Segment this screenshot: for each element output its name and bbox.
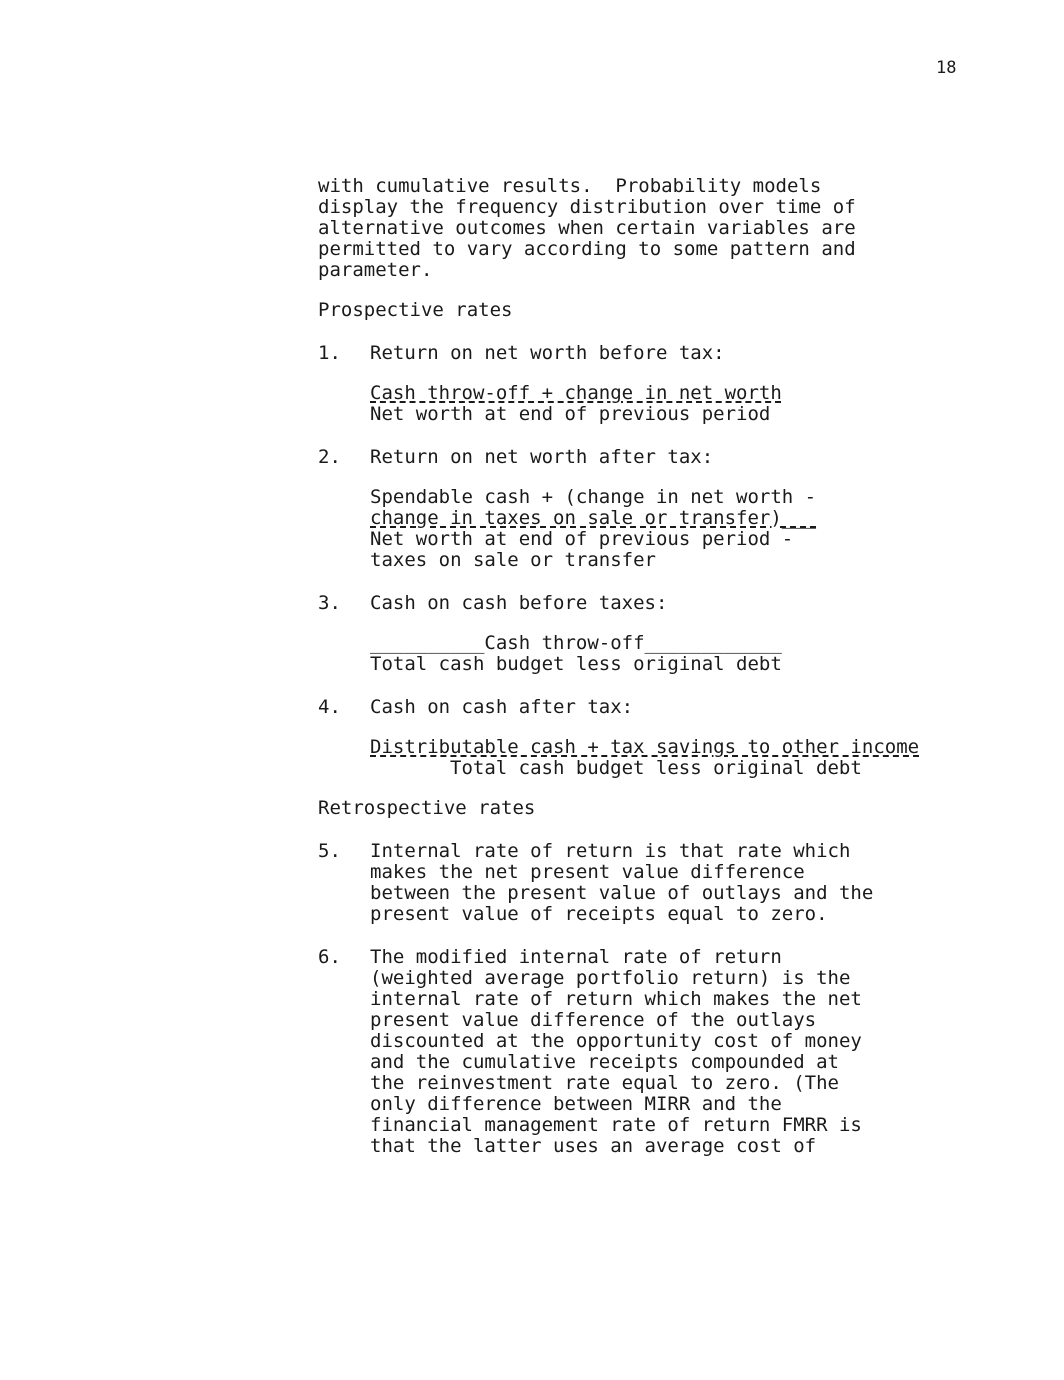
item-number: 6. [318,946,341,968]
intro-line: alternative outcomes when certain variables are [318,217,856,239]
retrospective-heading: Retrospective rates [318,797,536,819]
formula-2 [318,487,1038,571]
formula-denominator: Net worth at end of previous period - [370,528,794,550]
definition-line: financial management rate of return FMRR is [370,1114,862,1136]
intro-line: parameter. [318,259,433,281]
formula-denominator: Total cash budget less original debt [370,653,782,675]
item-number: 3. [318,592,341,614]
page-number: 18 [936,58,957,78]
prospective-heading: Prospective rates [318,299,513,321]
definition-line: discounted at the opportunity cost of money [370,1030,862,1052]
formula-denominator: taxes on sale or transfer [370,549,656,571]
definition-line: that the latter uses an average cost of [370,1135,817,1157]
formula-4 [318,737,1038,779]
formula-3 [318,633,1038,675]
formula-denominator: Net worth at end of previous period [370,403,771,425]
item-number: 1. [318,342,341,364]
definition-line: present value of receipts equal to zero. [370,903,828,925]
intro-paragraph [318,176,1038,281]
intro-line: permitted to vary according to some pattern and [318,238,856,260]
definition-line: makes the net present value difference [370,861,805,883]
definition-line: The modified internal rate of return [370,946,782,968]
formula-denominator: Total cash budget less original debt [450,757,862,779]
definition-line: internal rate of return which makes the net [370,988,862,1010]
definition-item-6 [318,947,1038,1157]
definition-line: between the present value of outlays and the [370,882,874,904]
item-number: 4. [318,696,341,718]
definition-line: (weighted average portfolio return) is the [370,967,851,989]
formula-numerator: Spendable cash + (change in net worth - [370,486,817,508]
item-title: Return on net worth after tax: [370,446,714,468]
definition-line: present value difference of the outlays [370,1009,817,1031]
item-number: 5. [318,840,341,862]
definition-line: Internal rate of return is that rate which [370,840,851,862]
page-body [318,176,1038,1157]
formula-numerator: Cash throw-off + change in net worth [370,382,782,404]
formula-numerator: change in taxes on sale or transfer)___ [370,507,817,529]
intro-line: with cumulative results. Probability models [318,175,822,197]
item-title: Cash on cash after tax: [370,696,634,718]
formula-1 [318,383,1038,425]
formula-numerator: Distributable cash + tax savings to other income [370,736,920,758]
definition-line: the reinvestment rate equal to zero. (The [370,1072,839,1094]
definition-line: only difference between MIRR and the [370,1093,782,1115]
item-number: 2. [318,446,341,468]
formula-numerator: __________Cash throw-off____________ [370,632,782,654]
rate-item-2 [318,447,1038,468]
item-title: Cash on cash before taxes: [370,592,668,614]
intro-line: display the frequency distribution over time of [318,196,856,218]
rate-item-1 [318,343,1038,364]
rate-item-3 [318,593,1038,614]
rate-item-4 [318,697,1038,718]
item-title: Return on net worth before tax: [370,342,725,364]
definition-line: and the cumulative receipts compounded at [370,1051,839,1073]
definition-item-5 [318,841,1038,925]
